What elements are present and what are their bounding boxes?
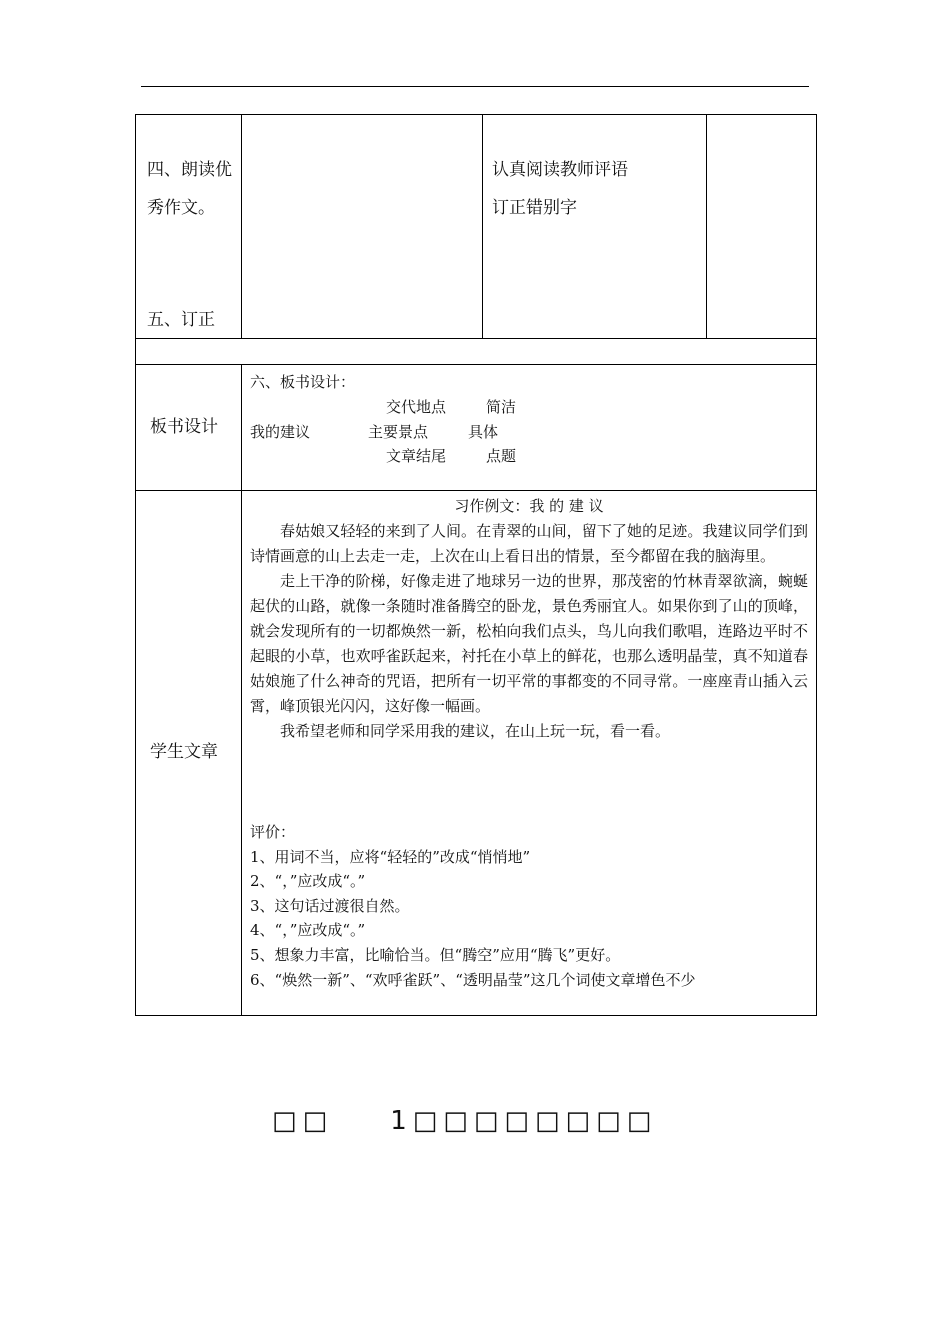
board-design-heading: 六、板书设计： [250, 373, 356, 391]
table-border-right [816, 114, 817, 1015]
step-four-line-2: 秀作文。 [147, 198, 215, 218]
student-activity-line-2: 订正错别字 [492, 198, 577, 218]
table-rule [135, 490, 817, 491]
student-essay-label: 学生文章 [150, 742, 218, 762]
board-topic: 我的建议 [250, 423, 311, 441]
header-rule [141, 86, 809, 87]
board-item-right: 简洁 [486, 398, 517, 416]
evaluation-item: 4、“，”应改成“。” [250, 921, 366, 940]
table-rule [241, 364, 242, 1015]
table-rule [241, 114, 242, 338]
evaluation-list [250, 820, 696, 992]
footer-title: □□ 1□□□□□□□□ [272, 1106, 658, 1136]
step-four-line-1: 四、朗读优 [147, 160, 232, 180]
evaluation-item: 5、想象力丰富，比喻恰当。但“腾空”应用“腾飞”更好。 [250, 945, 621, 964]
essay-title: 习作例文：我 的 建 议 [454, 497, 604, 515]
table-border-left [135, 114, 136, 1015]
board-item-right: 点题 [486, 447, 517, 465]
board-item-left: 主要景点 [368, 423, 429, 441]
board-item-right: 具体 [468, 423, 499, 441]
student-activity-line-1: 认真阅读教师评语 [492, 160, 628, 180]
board-design-label: 板书设计 [150, 417, 218, 437]
table-rule [482, 114, 483, 338]
table-border-top [135, 114, 817, 115]
board-item-left: 交代地点 [386, 398, 447, 416]
table-rule [135, 364, 817, 365]
evaluation-item: 6、“焕然一新”、“欢呼雀跃”、“透明晶莹”这几个词使文章增色不少 [250, 970, 696, 989]
table-rule [135, 338, 817, 339]
essay-paragraph: 春姑娘又轻轻的来到了人间。在青翠的山间，留下了她的足迹。我建议同学们到诗情画意的山上去走一走，上次在山上看日出的情景，至今都留在我的脑海里。 [250, 522, 808, 565]
essay-paragraph: 走上干净的阶梯，好像走进了地球另一边的世界，那茂密的竹林青翠欲滴，蜿蜒起伏的山路，就像一条随时准备腾空的卧龙，景色秀丽宜人。如果你到了山的顶峰，就会发现所有的一切都焕然一新，松柏向我们点头，鸟儿向我们歌唱，连路边平时不起眼的小草，也欢呼雀跃起来，衬托在小草上的鲜花，也那么透明晶莹，真不知道春姑娘施了什么神奇的咒语，把所有一切平常的事都变的不同寻常。一座座青山插入云霄，峰顶银光闪闪，这好像一幅画。 [250, 572, 808, 715]
essay-paragraph: 我希望老师和同学采用我的建议，在山上玩一玩，看一看。 [280, 722, 671, 740]
step-five-label: 五、订正 [147, 310, 215, 330]
evaluation-item: 3、这句话过渡很自然。 [250, 896, 410, 915]
board-item-left: 文章结尾 [386, 447, 447, 465]
table-border-bottom [135, 1015, 817, 1016]
evaluation-heading: 评价： [250, 823, 296, 841]
table-rule [706, 114, 707, 338]
essay-body [250, 494, 808, 744]
evaluation-item: 2、“，”应改成“。” [250, 872, 366, 891]
evaluation-item: 1、用词不当，应将“轻轻的”改成“悄悄地” [250, 847, 531, 866]
